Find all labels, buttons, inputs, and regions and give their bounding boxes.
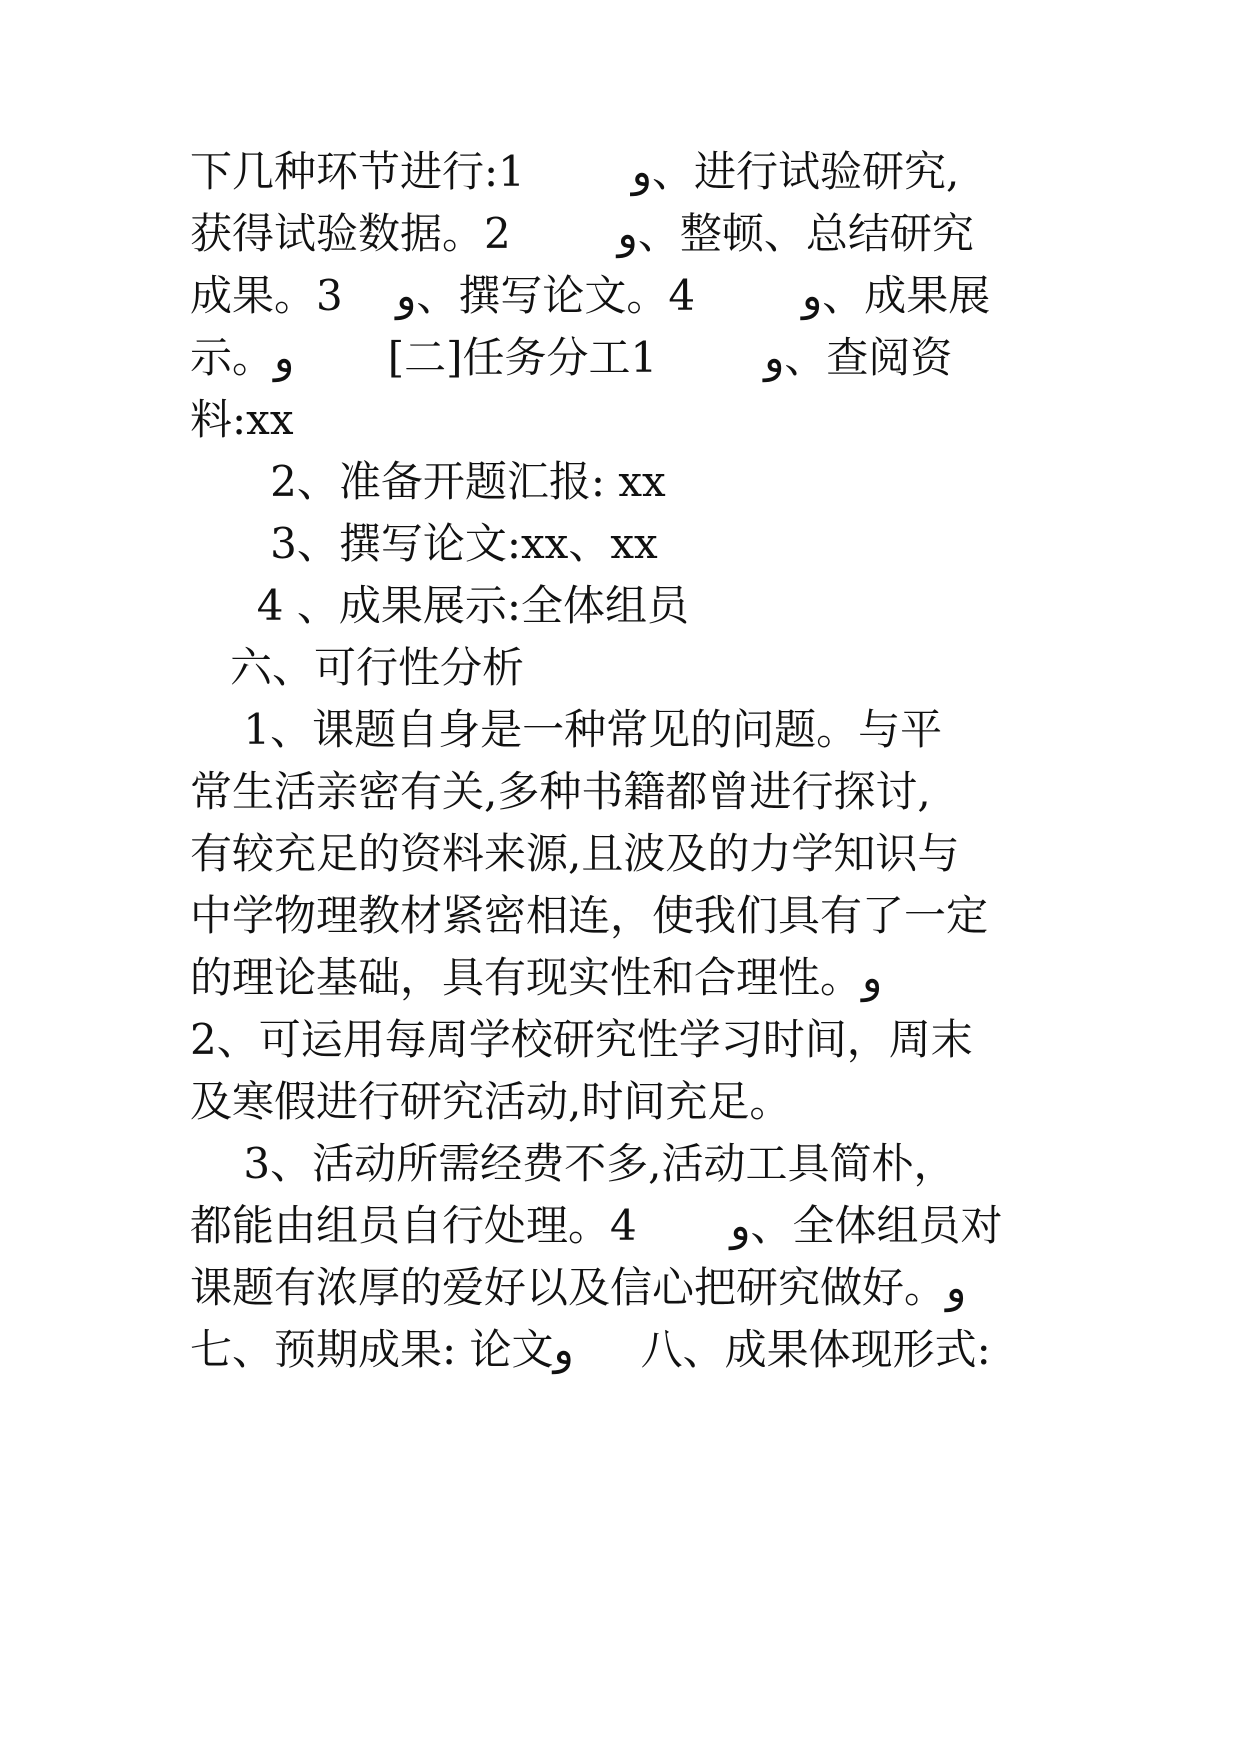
text-line: 课题有浓厚的爱好以及信心把研究做好。و bbox=[190, 1263, 967, 1312]
section-heading: 六、可行性分析 bbox=[190, 643, 525, 692]
text-line: 下几种环节进行:1 و、进行试验研究, bbox=[190, 147, 960, 196]
text-line: 2、可运用每周学校研究性学习时间，周末 bbox=[190, 1015, 973, 1064]
text-line: 2、准备开题汇报: xx bbox=[190, 457, 666, 506]
text-line: 七、预期成果: 论文و 八、成果体现形式: bbox=[190, 1325, 991, 1374]
text-line: 3、活动所需经费不多,活动工具简朴， bbox=[190, 1139, 956, 1188]
text-line: 1、课题自身是一种常见的问题。与平 bbox=[190, 705, 943, 754]
text-line: 有较充足的资料来源,且波及的力学知识与 bbox=[190, 829, 960, 878]
text-line: 获得试验数据。2 و、整顿、总结研究 bbox=[190, 209, 974, 258]
text-line: 的理论基础，具有现实性和合理性。و bbox=[190, 953, 883, 1002]
text-line: 成果。3 و、撰写论文。4 و、成果展 bbox=[190, 271, 991, 320]
text-line: 示。و [二]任务分工1 و、查阅资 bbox=[190, 333, 953, 382]
text-line: 中学物理教材紧密相连，使我们具有了一定 bbox=[190, 891, 989, 940]
text-line: 及寒假进行研究活动,时间充足。 bbox=[190, 1077, 792, 1126]
text-line: 常生活亲密有关,多种书籍都曾进行探讨, bbox=[190, 767, 931, 816]
text-line: 3、撰写论文:xx、xx bbox=[190, 519, 658, 568]
text-line: 都能由组员自行处理。4 و、全体组员对 bbox=[190, 1201, 1003, 1250]
text-line: 4 、成果展示:全体组员 bbox=[190, 581, 689, 630]
text-line: 料:xx bbox=[190, 395, 294, 444]
